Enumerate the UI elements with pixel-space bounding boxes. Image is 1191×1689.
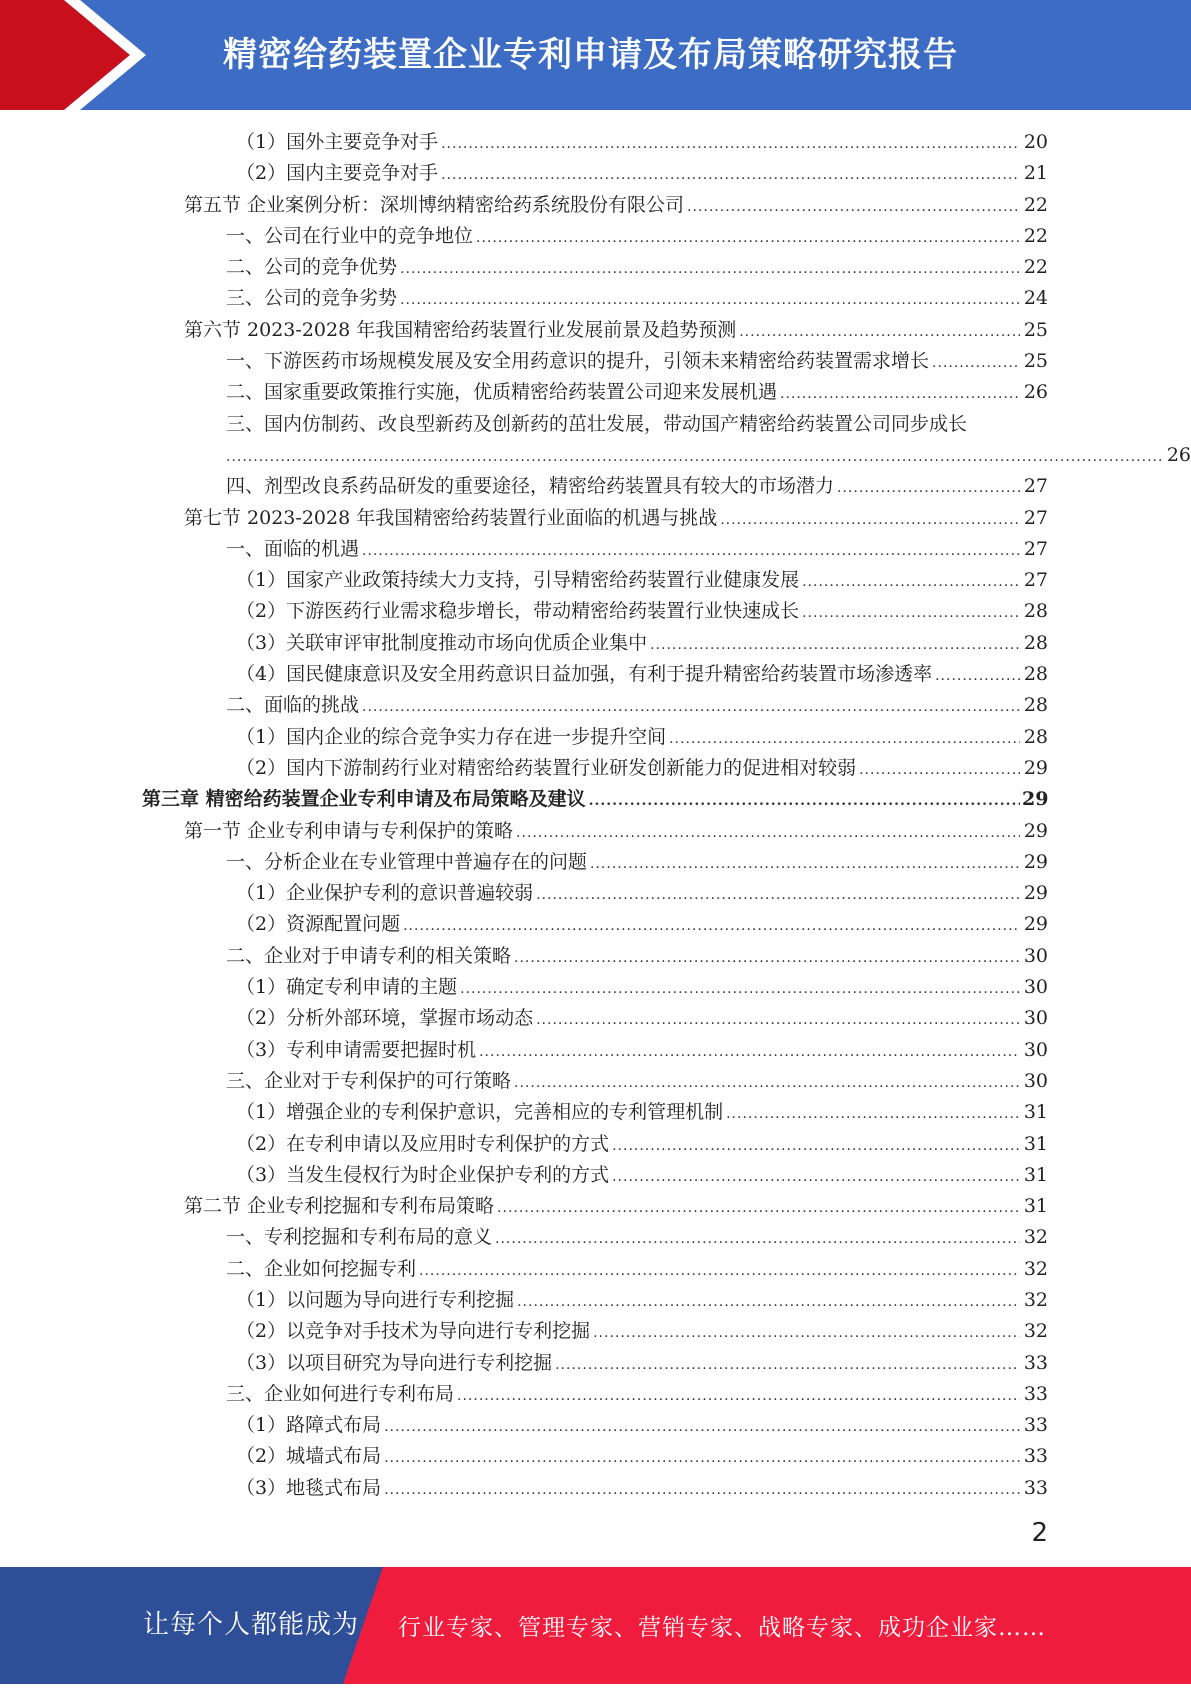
toc-entry-title: 二、企业对于申请专利的相关策略: [226, 941, 514, 972]
toc-leader-dots: [739, 317, 1020, 348]
toc-entry[interactable]: [0, 565, 1191, 596]
toc-entry-title: 四、剂型改良系药品研发的重要途径，精密给药装置具有较大的市场潜力: [226, 471, 837, 502]
toc-entry-title: （1）国外主要竞争对手: [236, 127, 441, 158]
toc-entry-title: （2）以竞争对手技术为导向进行专利挖掘: [236, 1316, 593, 1347]
toc-entry[interactable]: [0, 941, 1191, 972]
toc-entry-page: 30: [1023, 1038, 1048, 1061]
toc-entry[interactable]: [0, 1222, 1191, 1253]
toc-leader-dots: [593, 1318, 1020, 1349]
toc-entry-page: 29: [1023, 913, 1048, 936]
toc-leader-dots: [384, 1475, 1020, 1506]
toc-entry-page: 28: [1023, 725, 1048, 748]
toc-entry-page: 31: [1023, 1132, 1048, 1155]
toc-entry-title: （1）以问题为导向进行专利挖掘: [236, 1285, 517, 1316]
toc-entry-title: （1）增强企业的专利保护意识，完善相应的专利管理机制: [236, 1097, 726, 1128]
header-arrow-decoration: [0, 0, 160, 110]
toc-entry-title: 一、公司在行业中的竞争地位: [226, 221, 476, 252]
toc-entry[interactable]: [0, 471, 1191, 502]
toc-entry-page: 25: [1023, 318, 1048, 341]
toc-entry-title: 二、公司的竞争优势: [226, 252, 400, 283]
toc-entry-page: 29: [1023, 882, 1048, 905]
toc-leader-dots: [497, 1193, 1020, 1224]
toc-leader-dots: [384, 1443, 1020, 1474]
toc-entry[interactable]: [0, 1035, 1191, 1066]
toc-entry-title: 一、下游医药市场规模发展及安全用药意识的提升，引领未来精密给药装置需求增长: [226, 346, 932, 377]
page-number: 2: [1031, 1518, 1048, 1548]
toc-entry-title: （2）城墙式布局: [236, 1441, 384, 1472]
toc-entry-page: 30: [1023, 976, 1048, 999]
toc-leader-dots: [780, 379, 1020, 410]
toc-entry-title: 一、分析企业在专业管理中普遍存在的问题: [226, 847, 590, 878]
toc-leader-dots: [226, 442, 1163, 473]
toc-leader-dots: [441, 160, 1020, 191]
toc-leader-dots: [555, 1350, 1020, 1381]
toc-entry[interactable]: [0, 1191, 1191, 1222]
toc-entry-title: （3）专利申请需要把握时机: [236, 1035, 479, 1066]
toc-entry[interactable]: [0, 1097, 1191, 1128]
toc-entry-title: （1）确定专利申请的主题: [236, 972, 460, 1003]
toc-entry-page: 27: [1023, 569, 1048, 592]
toc-leader-dots: [495, 1224, 1020, 1255]
toc-entry[interactable]: [0, 377, 1191, 408]
toc-entry-page: 27: [1023, 537, 1048, 560]
toc-entry[interactable]: [0, 753, 1191, 784]
toc-leader-dots: [419, 1256, 1020, 1287]
toc-entry-title: （3）当发生侵权行为时企业保护专利的方式: [236, 1160, 612, 1191]
footer-banner: [0, 1567, 1191, 1684]
toc-leader-dots: [514, 1068, 1020, 1099]
toc-leader-dots: [802, 598, 1020, 629]
toc-entry-page: 31: [1023, 1195, 1048, 1218]
toc-entry-page: 31: [1023, 1101, 1048, 1124]
toc-entry-page: 30: [1023, 944, 1048, 967]
toc-entry-title: （1）国家产业政策持续大力支持，引导精密给药装置行业健康发展: [236, 565, 802, 596]
toc-entry-page: 20: [1023, 131, 1048, 153]
toc-entry[interactable]: [0, 816, 1191, 847]
toc-entry-page: 25: [1023, 350, 1048, 373]
footer-slogan-left: 让每个人都能成为: [143, 1610, 360, 1640]
toc-entry-title: 第七节 2023-2028 年我国精密给药装置行业面临的机遇与挑战: [184, 503, 720, 534]
toc-entry-title: （2）资源配置问题: [236, 909, 403, 940]
toc-leader-dots: [514, 943, 1020, 974]
toc-entry[interactable]: [0, 1003, 1191, 1034]
toc-entry[interactable]: [0, 784, 1191, 815]
toc-entry-page: 32: [1023, 1226, 1048, 1249]
toc-leader-dots: [517, 1287, 1020, 1318]
toc-entry-page: 30: [1023, 1069, 1048, 1092]
toc-entry[interactable]: [0, 1316, 1191, 1347]
toc-entry-title: （2）在专利申请以及应用时专利保护的方式: [236, 1129, 612, 1160]
toc-entry-page: 33: [1023, 1414, 1048, 1437]
toc-entry-page: 33: [1023, 1382, 1048, 1405]
toc-leader-dots: [935, 661, 1020, 692]
toc-entry[interactable]: [0, 346, 1191, 377]
toc-leader-dots: [612, 1162, 1020, 1193]
toc-entry[interactable]: [0, 722, 1191, 753]
toc-entry-title: （1）企业保护专利的意识普遍较弱: [236, 878, 536, 909]
table-of-contents: [0, 127, 1191, 1504]
toc-leader-dots: [932, 348, 1020, 379]
toc-entry-page: 27: [1023, 475, 1048, 498]
toc-entry[interactable]: [0, 596, 1191, 627]
toc-entry-title: 第五节 企业案例分析：深圳博纳精密给药系统股份有限公司: [184, 190, 687, 221]
toc-entry[interactable]: [0, 1160, 1191, 1191]
toc-entry-title: （2）下游医药行业需求稳步增长，带动精密给药装置行业快速成长: [236, 596, 802, 627]
toc-leader-dots: [669, 724, 1020, 755]
toc-entry-title: 一、专利挖掘和专利布局的意义: [226, 1222, 495, 1253]
toc-entry[interactable]: [0, 847, 1191, 878]
toc-entry-page: 29: [1022, 788, 1049, 811]
toc-entry-title: 三、公司的竞争劣势: [226, 283, 400, 314]
toc-leader-dots: [650, 630, 1020, 661]
toc-entry-title: （3）以项目研究为导向进行专利挖掘: [236, 1348, 555, 1379]
toc-entry-page: 28: [1023, 631, 1048, 654]
toc-entry[interactable]: [0, 1129, 1191, 1160]
toc-leader-dots: [589, 786, 1020, 817]
toc-leader-dots: [400, 285, 1020, 316]
toc-entry-page: 32: [1023, 1288, 1048, 1311]
toc-entry-title: 一、面临的机遇: [226, 534, 362, 565]
toc-leader-dots: [476, 223, 1020, 254]
toc-entry[interactable]: [0, 1348, 1191, 1379]
toc-entry-page: 32: [1023, 1257, 1048, 1280]
toc-leader-dots: [590, 849, 1020, 880]
toc-entry[interactable]: [0, 409, 1191, 440]
toc-entry-page: 33: [1023, 1476, 1048, 1499]
toc-entry-page: 30: [1023, 1007, 1048, 1030]
toc-entry-page: 22: [1023, 224, 1048, 247]
toc-entry[interactable]: [0, 659, 1191, 690]
toc-entry-title: 二、企业如何挖掘专利: [226, 1254, 419, 1285]
toc-leader-dots: [837, 473, 1020, 504]
toc-entry[interactable]: [0, 1410, 1191, 1441]
toc-entry-page: 21: [1023, 162, 1048, 185]
toc-entry[interactable]: [0, 534, 1191, 565]
toc-entry[interactable]: [0, 252, 1191, 283]
toc-entry-title: （4）国民健康意识及安全用药意识日益加强，有利于提升精密给药装置市场渗透率: [236, 659, 935, 690]
toc-entry-title: 第六节 2023-2028 年我国精密给药装置行业发展前景及趋势预测: [184, 315, 739, 346]
toc-entry-page: 33: [1023, 1351, 1048, 1374]
toc-leader-dots: [460, 974, 1020, 1005]
toc-leader-dots: [859, 755, 1020, 786]
toc-entry[interactable]: [0, 315, 1191, 346]
toc-entry-title: 三、国内仿制药、改良型新药及创新药的茁壮发展，带动国产精密给药装置公司同步成长: [226, 409, 970, 440]
toc-leader-dots: [384, 1412, 1020, 1443]
header-banner: [0, 0, 1191, 110]
toc-entry-title: 三、企业如何进行专利布局: [226, 1379, 457, 1410]
toc-leader-dots: [362, 536, 1020, 567]
toc-leader-dots: [687, 192, 1020, 223]
toc-leader-dots: [479, 1037, 1020, 1068]
toc-entry[interactable]: [0, 503, 1191, 534]
toc-leader-dots: [536, 1005, 1020, 1036]
toc-entry[interactable]: [0, 221, 1191, 252]
toc-entry-page: 24: [1023, 287, 1048, 310]
toc-entry[interactable]: [0, 628, 1191, 659]
toc-leader-dots: [802, 567, 1020, 598]
toc-entry[interactable]: [0, 1066, 1191, 1097]
toc-entry[interactable]: [0, 1379, 1191, 1410]
toc-entry-page: 26: [1166, 443, 1191, 466]
toc-entry-title: （1）国内企业的综合竞争实力存在进一步提升空间: [236, 722, 669, 753]
toc-entry-title: 三、企业对于专利保护的可行策略: [226, 1066, 514, 1097]
toc-entry[interactable]: [0, 283, 1191, 314]
toc-entry-title: 第一节 企业专利申请与专利保护的策略: [184, 816, 516, 847]
toc-entry-continuation[interactable]: [0, 440, 1191, 471]
toc-entry-title: （3）关联审评审批制度推动市场向优质企业集中: [236, 628, 650, 659]
toc-entry-page: 22: [1023, 256, 1048, 279]
toc-leader-dots: [457, 1381, 1020, 1412]
toc-entry-title: 第二节 企业专利挖掘和专利布局策略: [184, 1191, 497, 1222]
toc-entry-page: 27: [1023, 506, 1048, 529]
toc-leader-dots: [441, 129, 1020, 160]
toc-leader-dots: [726, 1099, 1020, 1130]
toc-entry[interactable]: [0, 158, 1191, 189]
toc-entry-title: 第三章 精密给药装置企业专利申请及布局策略及建议: [142, 784, 589, 815]
toc-entry-title: （1）路障式布局: [236, 1410, 384, 1441]
toc-entry[interactable]: [0, 909, 1191, 940]
toc-entry-page: 29: [1023, 756, 1048, 779]
toc-leader-dots: [516, 818, 1020, 849]
toc-entry-title: （2）分析外部环境，掌握市场动态: [236, 1003, 536, 1034]
toc-entry[interactable]: [0, 1285, 1191, 1316]
toc-entry-page: 28: [1023, 663, 1048, 686]
toc-entry[interactable]: [0, 190, 1191, 221]
toc-entry[interactable]: [0, 1441, 1191, 1472]
toc-leader-dots: [612, 1131, 1020, 1162]
toc-entry-page: 26: [1023, 381, 1048, 404]
toc-entry-page: 29: [1023, 819, 1048, 842]
toc-leader-dots: [400, 254, 1020, 285]
toc-entry-page: 22: [1023, 193, 1048, 216]
toc-entry[interactable]: [0, 690, 1191, 721]
toc-entry-page: 31: [1023, 1163, 1048, 1186]
toc-entry-title: （3）地毯式布局: [236, 1473, 384, 1504]
toc-entry-page: 33: [1023, 1445, 1048, 1468]
toc-entry-page: 29: [1023, 850, 1048, 873]
toc-leader-dots: [362, 692, 1020, 723]
toc-entry-title: 二、国家重要政策推行实施，优质精密给药装置公司迎来发展机遇: [226, 377, 780, 408]
toc-leader-dots: [536, 880, 1020, 911]
toc-entry[interactable]: [0, 127, 1191, 158]
toc-entry[interactable]: [0, 878, 1191, 909]
toc-entry-title: （2）国内主要竞争对手: [236, 158, 441, 189]
toc-entry-page: 28: [1023, 694, 1048, 717]
toc-entry-page: 32: [1023, 1320, 1048, 1343]
toc-entry-page: 28: [1023, 600, 1048, 623]
toc-entry-title: 二、面临的挑战: [226, 690, 362, 721]
toc-entry-title: （2）国内下游制药行业对精密给药装置行业研发创新能力的促进相对较弱: [236, 753, 859, 784]
toc-entry[interactable]: [0, 972, 1191, 1003]
document-title: 精密给药装置企业专利申请及布局策略研究报告: [223, 35, 958, 75]
toc-leader-dots: [720, 505, 1020, 536]
toc-leader-dots: [403, 911, 1020, 942]
footer-slogan-right: 行业专家、管理专家、营销专家、战略专家、成功企业家……: [398, 1615, 1046, 1641]
toc-entry[interactable]: [0, 1254, 1191, 1285]
toc-entry[interactable]: [0, 1473, 1191, 1504]
